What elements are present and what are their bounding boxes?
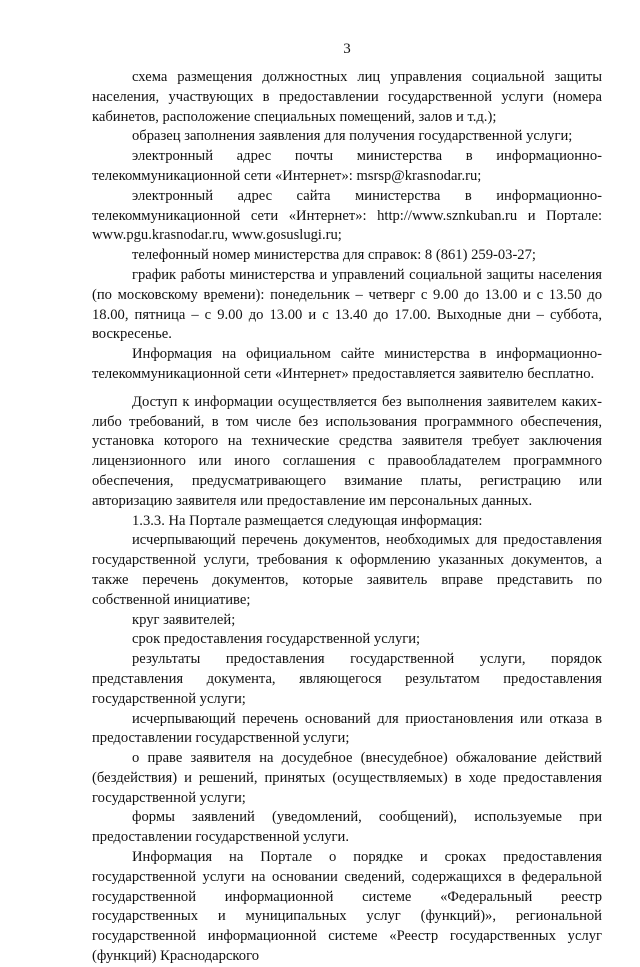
paragraph: электронный адрес почты министерства в информационно-телекоммуникационной сети «Интернет»: msrsp@krasnodar.ru; [92,148,602,184]
paragraph: о праве заявителя на досудебное (внесудебное) обжалование действий (бездействия) и решений, принятых (осуществляемых) в ходе предоставления государственной услуги; [92,750,602,806]
paragraph: телефонный номер министерства для справок: 8 (861) 259-03-27; [132,247,536,264]
paragraph: срок предоставления государственной услуги; [132,631,421,648]
paragraph: исчерпывающий перечень оснований для приостановления или отказа в предоставлении государственной услуги; [92,710,602,747]
paragraph: образец заполнения заявления для получения государственной услуги; [132,128,573,145]
paragraph: Информация на официальном сайте министерства в информационно-телекоммуникационной сети «Интернет» предоставляется заявителю бесплатно. [92,346,602,382]
paragraph: Информация на Портале о порядке и сроках предоставления государственной услуги на основании сведений, содержащихся в федеральной государственной информационной системе «Федеральный реестр государственных и муниципальных услуг (функций)», региональной государственной информационной системе «Реестр государственных услуг (функций) Краснодарского [92,849,602,965]
document-body [92,68,602,967]
page-number: 3 [343,41,351,57]
paragraph: формы заявлений (уведомлений, сообщений), используемые при предоставлении государственной услуги. [92,809,602,846]
paragraph: схема размещения должностных лиц управления социальной защиты населения, участвующих в предоставлении государственной услуги (номера кабинетов, расположение специальных помещений, залов и т.д.); [92,69,602,125]
paragraph: график работы министерства и управлений социальной защиты населения (по московскому времени): понедельник – четверг с 9.00 до 13.00 и с 13.50 до 18.00, пятница – с 9.00 до 13.00 и с 13.40 до 17.00. Выходные дни – суббота, воскресенье. [92,266,602,343]
paragraph: Доступ к информации осуществляется без выполнения заявителем каких-либо требований, в том числе без использования программного обеспечения, установка которого на технические средства заявителя требует заключения лицензионного или иного соглашения с правообладателем программного обеспечения, предусматривающего взимание платы, регистрацию или авторизацию заявителя или предоставление им персональных данных. [92,393,602,509]
paragraph: 1.3.3. На Портале размещается следующая информация: [132,512,483,529]
paragraph: результаты предоставления государственной услуги, порядок представления документа, являющегося результатом предоставления государственной услуги; [92,651,602,707]
paragraph: круг заявителей; [132,611,236,628]
paragraph: исчерпывающий перечень документов, необходимых для предоставления государственной услуги, требования к оформлению указанных документов, а также перечень документов, которые заявитель вправе представить по собственной инициативе; [92,532,602,608]
paragraph: электронный адрес сайта министерства в информационно-телекоммуникационной сети «Интернет»: http://www.sznkuban.ru и Портале: www.pgu.krasnodar.ru, www.gosuslugi.ru; [92,187,602,244]
